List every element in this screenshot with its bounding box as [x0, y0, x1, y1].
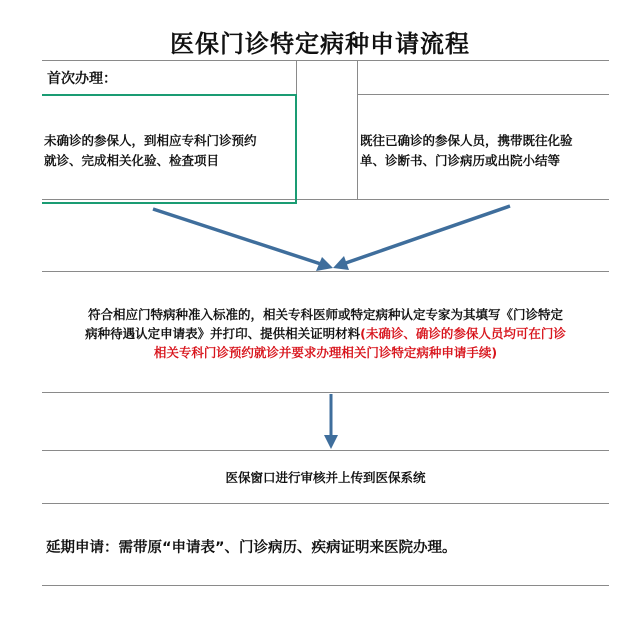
- qualify-step-line2-black: 病种待遇认定申请表》并打印、提供相关证明材料: [85, 326, 361, 341]
- grid-line-3: [42, 271, 609, 272]
- arrow-down-head: [324, 435, 338, 449]
- unconfirmed-case-text: [44, 131, 296, 171]
- grid-line-5: [42, 450, 609, 451]
- qualify-step-line2-red: (未确诊、确诊的参保人员均可在门诊: [360, 326, 566, 341]
- arrow-left-diagonal: [153, 209, 327, 266]
- arrow-right-head: [333, 256, 349, 270]
- confirmed-case-line1: 既往已确诊的参保人员，携带既往化验: [360, 133, 573, 148]
- right-cell-top-line: [358, 94, 609, 95]
- grid-line-4: [42, 392, 609, 393]
- qualify-step-line2: [42, 324, 609, 343]
- review-step-text: 医保窗口进行审核并上传到医保系统: [225, 470, 426, 485]
- grid-line-top: [42, 60, 609, 61]
- first-time-label: 首次办理：: [47, 71, 117, 87]
- arrow-left-head: [316, 257, 333, 271]
- qualify-step-line1: 符合相应门特病种准入标准的，相关专科医师或特定病种认定专家为其填写《门诊特定: [87, 307, 563, 322]
- confirmed-case-line2: 单、诊断书、门诊病历或出院小结等: [360, 153, 561, 168]
- grid-line-7: [42, 585, 609, 586]
- unconfirmed-case-line1: 未确诊的参保人，到相应专科门诊预约: [44, 133, 257, 148]
- grid-vline-mid-right: [357, 60, 358, 200]
- qualify-step-text: [42, 305, 609, 362]
- arrow-right-diagonal: [340, 206, 510, 265]
- unconfirmed-case-line2: 就诊、完成相关化验、检查项目: [44, 153, 220, 168]
- page-title: 医保门诊特定病种申请流程: [170, 29, 470, 58]
- extension-text: 延期申请：需带原“申请表”、门诊病历、疾病证明来医院办理。: [46, 540, 457, 556]
- qualify-step-line3: 相关专科门诊预约就诊并要求办理相关门诊特定病种申请手续): [153, 345, 498, 360]
- grid-line-6: [42, 503, 609, 504]
- confirmed-case-text: [360, 131, 610, 171]
